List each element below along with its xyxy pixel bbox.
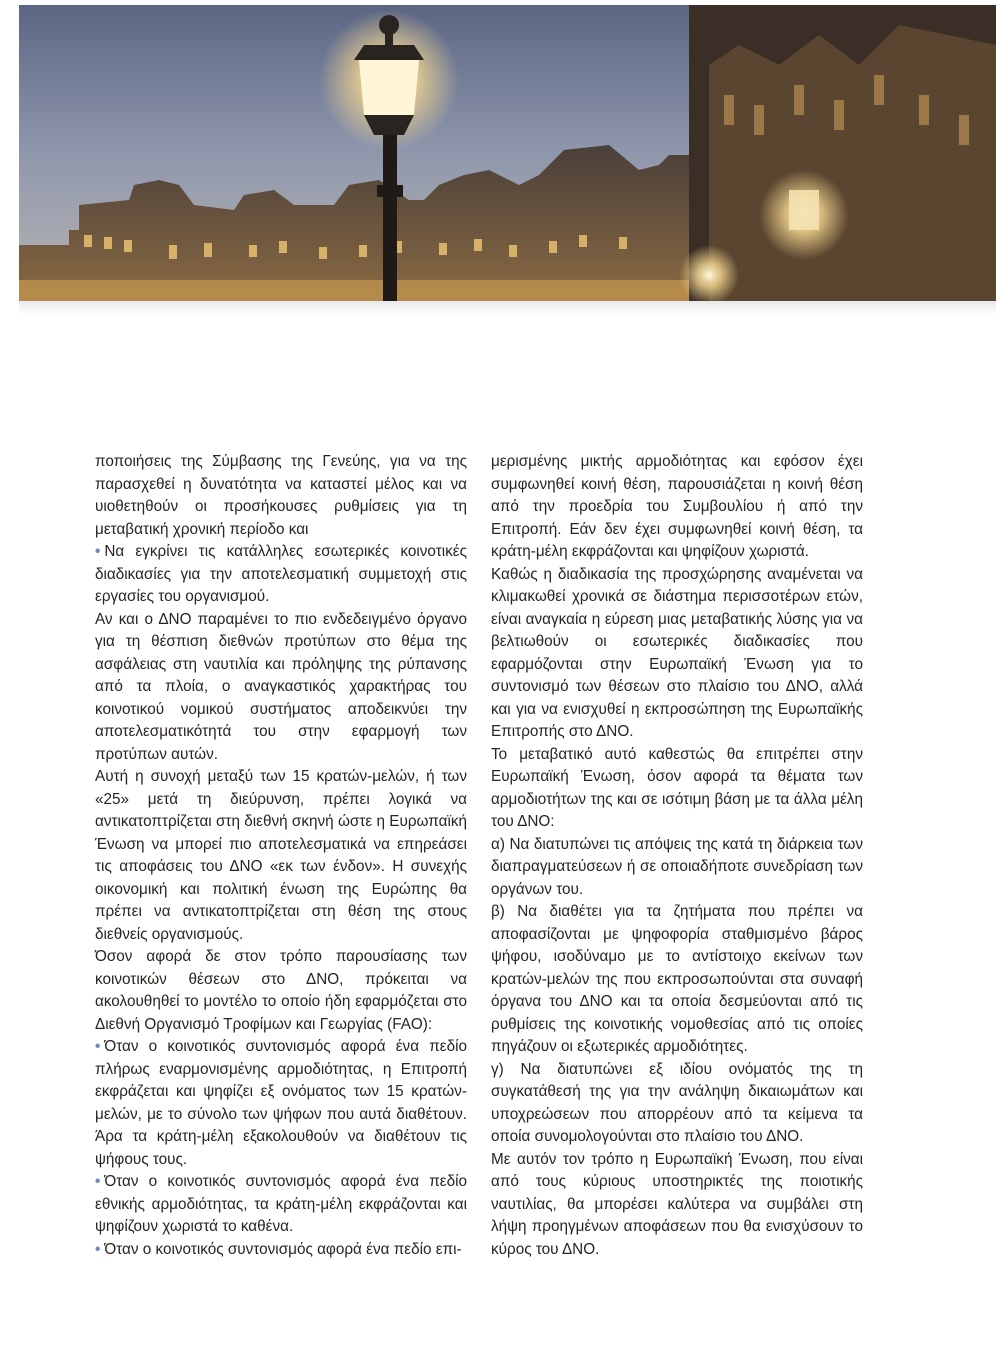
- bullet-icon: •: [95, 1240, 101, 1258]
- bullet-item: • Όταν ο κοινοτικός συντονισμός αφορά ένα πεδίο εθνικής αρμοδιότητας, τα κράτη-μέλη εκφράζονται και ψηφίζουν χωριστά το καθένα.: [95, 1173, 467, 1235]
- paragraph: γ) Να διατυπώνει εξ ιδίου ονόματός της τη συγκατάθεσή της για την ανάληψη δικαιωμάτων και υποχρεώσεων που απορρέουν από τα κείμενα τα οποία συνομολογούνται στο πλαίσιο του ΔΝΟ.: [491, 1060, 863, 1145]
- bullet-icon: •: [95, 1173, 101, 1190]
- paragraph: Το μεταβατικό αυτό καθεστώς θα επιτρέπει στην Ευρωπαϊκή Ένωση, όσον αφορά τα θέματα των αρμοδιοτήτων της και σε ισότιμη βάση με τα άλλα μέλη του ΔΝΟ:: [491, 745, 863, 830]
- bullet-item: • Όταν ο κοινοτικός συντονισμός αφορά ένα πεδίο επι-: [95, 1240, 462, 1258]
- bullet-item: • Όταν ο κοινοτικός συντονισμός αφορά ένα πεδίο πλήρως εναρμονισμένης αρμοδιότητας, η Επιτροπή εκφράζεται και ψηφίζει εξ ονόματος των 15 κρατών-μελών, με το σύνολο των ψήφων που αυτά διαθέτουν. Άρα τα κράτη-μέλη εξακολουθούν να διαθέτουν τις ψήφους τους.: [95, 1038, 467, 1168]
- bullet-icon: •: [95, 1038, 101, 1055]
- paragraph: α) Να διατυπώνει τις απόψεις της κατά τη διάρκεια των διαπραγματεύσεων ή σε οποιαδήποτε συνεδρίαση των οργάνων του.: [491, 835, 863, 898]
- photo-fade: [19, 301, 996, 315]
- paragraph: β) Να διαθέτει για τα ζητήματα που πρέπει να αποφασίζονται με ψηφοφορία σταθμισμένο βάρος ψήφου, ισοδύναμο με το αντίστοιχο εκείνων των κρατών-μελών της που εκπροσωπούνται στα συναφή όργανα του ΔΝΟ και τα οποία δεσμεύονται από τις ρυθμίσεις της κοινοτικής νομοθεσίας από τις οποίες πηγάζουν οι εξωτερικές αρμοδιότητες.: [491, 903, 863, 1055]
- bullet-icon: •: [95, 543, 101, 560]
- paragraph: Αυτή η συνοχή μεταξύ των 15 κρατών-μελών, ή των «25» μετά τη διεύρυνση, πρέπει λογικά να αντικατοπτρίζεται στη διεθνή σκηνή ώστε η Ευρωπαϊκή Ένωση να μπορεί πιο αποτελεσματικά να επηρεάσει τις αποφάσεις του ΔΝΟ «εκ των ένδον». Η συνεχής οικονομική και πολιτική ένωση της Ευρώπης θα πρέπει να αντικατοπτρίζεται στη θέση της στους διεθνείς οργανισμούς.: [95, 768, 467, 943]
- paragraph: Αν και ο ΔΝΟ παραμένει το πιο ενδεδειγμένο όργανο για τη θέσπιση διεθνών προτύπων στο θέμα της ασφάλειας στη ναυτιλία και πρόληψης της ρύπανσης από τα πλοία, ο αναγκαστικός χαρακτήρας του κοινοτικού νομικού συστήματος αποδεικνύει την αποτελεσματικότητά του στην εφαρμογή των προτύπων αυτών.: [95, 610, 467, 763]
- bullet-item: • Να εγκρίνει τις κατάλληλες εσωτερικές κοινοτικές διαδικασίες για την αποτελεσματική συμμετοχή στις εργασίες του οργανισμού.: [95, 543, 467, 605]
- paragraph: ποποιήσεις της Σύμβασης της Γενεύης, για να της παρασχεθεί η δυνατότητα να καταστεί μέλος και να υιοθετηθούν οι προσήκουσες ρυθμίσεις για τη μεταβατική χρονική περίοδο και: [95, 453, 467, 538]
- brussels-grand-place-night-photo-icon: [19, 5, 996, 301]
- right-column: [491, 451, 863, 1261]
- paragraph: Καθώς η διαδικασία της προσχώρησης αναμένεται να κλιμακωθεί χρονικά σε διάστημα περισσοτέρων ετών, είναι αναγκαία η εύρεση μιας μεταβατικής λύσης για να βελτιωθούν οι εσωτερικές διαδικασίες που εφαρμόζονται στην Ευρωπαϊκή Ένωση για το συντονισμό των θέσεων στο πλαίσιο του ΔΝΟ, αλλά και για να ενισχυθεί η εκπροσώπηση της Ευρωπαϊκής Επιτροπής στο ΔΝΟ.: [491, 565, 863, 740]
- paragraph: Όσον αφορά δε στον τρόπο παρουσίασης των κοινοτικών θέσεων στο ΔΝΟ, πρόκειται να ακολουθηθεί το μοντέλο το οποίο ήδη εφαρμόζεται στο Διεθνή Οργανισμό Τροφίμων και Γεωργίας (FAO):: [95, 948, 467, 1033]
- left-column: [95, 451, 467, 1261]
- paragraph: μερισμένης μικτής αρμοδιότητας και εφόσον έχει συμφωνηθεί κοινή θέση, παρουσιάζεται η κοινή θέση από την προεδρία του Συμβουλίου ή από την Επιτροπή. Εάν δεν έχει συμφωνηθεί κοινή θέση, τα κράτη-μέλη εκφράζονται και ψηφίζουν χωριστά.: [491, 453, 863, 560]
- page-margin: [0, 0, 20, 1349]
- header-photo: [19, 5, 996, 301]
- paragraph: Με αυτόν τον τρόπο η Ευρωπαϊκή Ένωση, που είναι από τους κύριους υποστηρικτές της ποιοτικής ναυτιλίας, θα μπορέσει καλύτερα να συμβάλει στη λήψη προηγμένων αποφάσεων που θα ενισχύσουν το κύρος του ΔΝΟ.: [491, 1150, 863, 1258]
